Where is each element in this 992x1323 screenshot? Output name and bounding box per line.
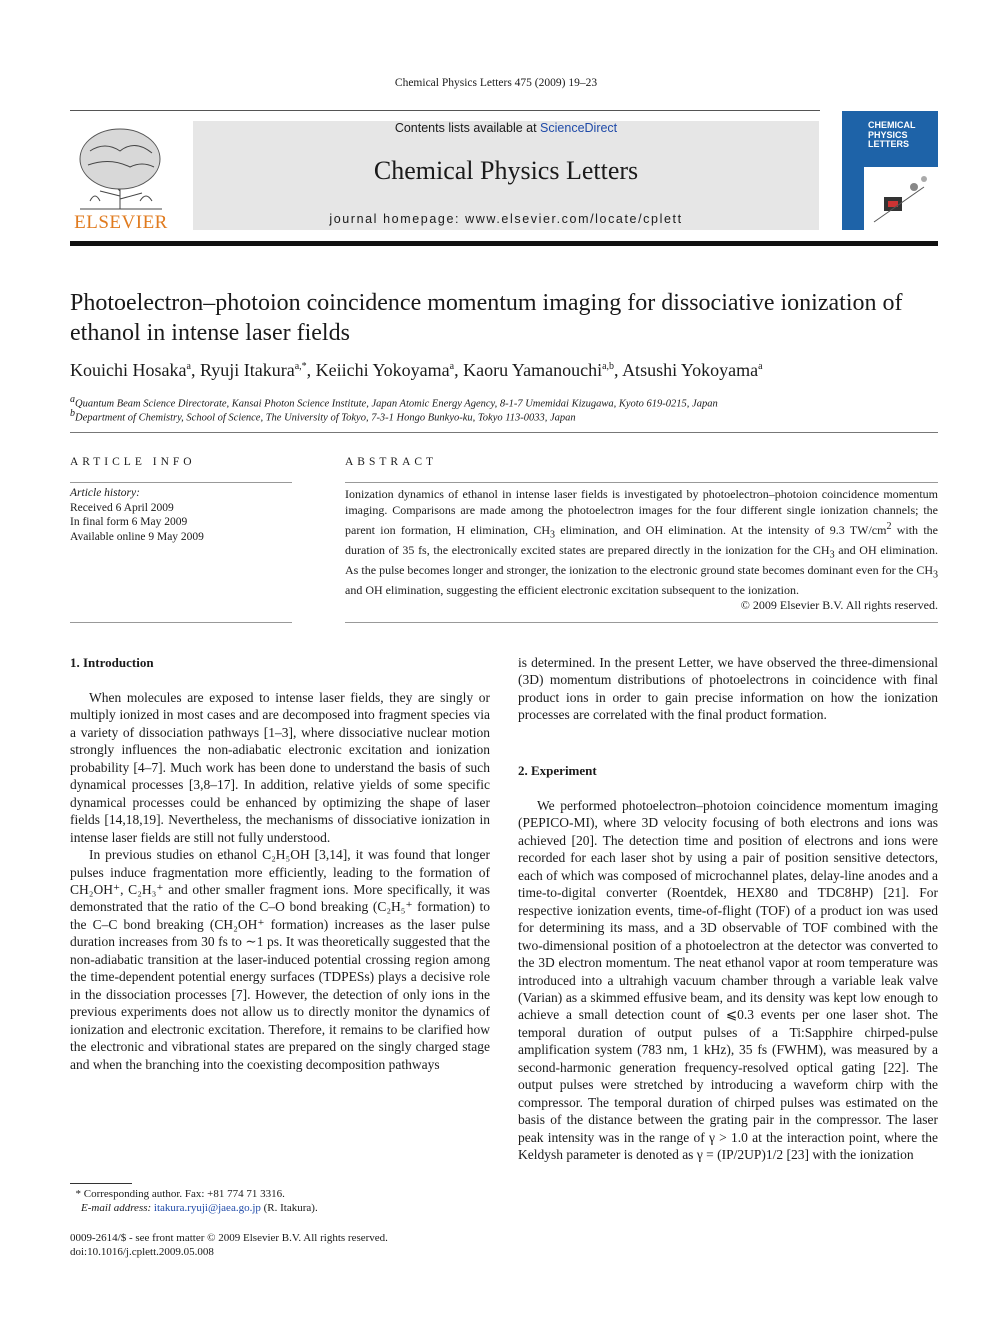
- affiliation-text: Quantum Beam Science Directorate, Kansai Photon Science Institute, Japan Atomic Energy Agency, 8-1-7 Umemidai Kizugawa, Kyoto 619-0215, Japan: [75, 398, 718, 410]
- article-info-heading: ARTICLE INFO: [70, 456, 196, 468]
- footnote-rule: [70, 1183, 132, 1184]
- journal-cover-image: [842, 111, 938, 230]
- elsevier-wordmark: ELSEVIER: [74, 212, 168, 233]
- contents-line: [193, 121, 819, 135]
- author-name[interactable]: Kaoru Yamanouchi: [463, 360, 603, 380]
- article-info-rule: [70, 482, 292, 483]
- author-affiliation-mark: a,*: [294, 361, 307, 372]
- author-list: Kouichi Hosaka$^a$, Ryuji Itakura$^{a,*}$, Keiichi Yokoyama$^a$, Kaoru Yamanouchi$^{a,b}$, Atsushi Yokoyama$^a$: [70, 360, 763, 380]
- article-history: [70, 486, 292, 544]
- paragraph: is determined. In the present Letter, we have observed the three-dimensional (3D) momentum distributions of photoelectrons in coincidence with final product ions in order to gain precise information on how the ionization processes are correlated with the final product formation.: [518, 655, 938, 723]
- received-date: Received 6 April 2009: [70, 501, 174, 514]
- affiliation-b: [70, 408, 938, 424]
- abstract-bottom-rule: [345, 622, 938, 623]
- introduction-body: [70, 689, 490, 1073]
- sciencedirect-link[interactable]: ScienceDirect: [540, 121, 618, 135]
- author-affiliation-mark: a,b: [602, 361, 615, 372]
- author-name[interactable]: Atsushi Yokoyama: [622, 360, 759, 380]
- article-info-bottom-rule: [70, 622, 292, 623]
- abstract-rule: [345, 482, 938, 483]
- section-heading-introduction: 1. Introduction: [70, 655, 154, 670]
- affiliation-mark: a: [70, 394, 75, 405]
- email-owner: (R. Itakura).: [260, 1202, 318, 1214]
- paragraph: In previous studies on ethanol C₂H₅OH [3,14], it was found that longer pulses induce fragmentation more efficiently, leading to the formation of CH₂OH⁺, C₂H₃⁺ and other smaller fragment ions. More specifically, it was demonstrated that the ratio of the C–O bond breaking (C₂H₅⁺ formation) to the C–C bond breaking (CH₂OH⁺ formation) increases as the laser pulse duration increases from 30 fs to ∼1 ps. It was theoretically suggested that the non-adiabatic transition at the laser-induced potential crossing region among the time-dependent potential energy surfaces (TDPESs) plays a decisive role in the dissociation processes [7]. However, the detection of only ions in the previous experiments does not allow us to directly monitor the dynamics of ionization and electronic excitation. Therefore, it remains to be clarified how the electronic and vibrational states are prepared on the singly charged stage and when the branching into the coexisting decomposition pathways: [70, 847, 490, 1072]
- email-label: E-mail address:: [81, 1202, 154, 1214]
- final-form-date: In final form 6 May 2009: [70, 516, 188, 528]
- affiliation-text: Department of Chemistry, School of Science, The University of Tokyo, 7-3-1 Hongo Bunkyo-ku, Tokyo 113-0033, Japan: [75, 412, 576, 424]
- experiment-body: [518, 797, 938, 1164]
- abstract-part: with the duration of 35 fs, the electronically excited states are prepared directly in the ionization for the CH: [345, 522, 938, 557]
- section-heading-experiment: 2. Experiment: [518, 763, 597, 778]
- journal-homepage[interactable]: journal homepage: www.elsevier.com/locate/cplett: [329, 212, 683, 226]
- corresponding-author: Corresponding author. Fax: +81 774 71 3316.: [83, 1188, 285, 1200]
- corresponding-author-footnote: * Corresponding author. Fax: +81 774 71 3316. E-mail address: itakura.ryuji@jaea.go.jp (R. Itakura).: [70, 1188, 318, 1214]
- abstract-part: elimination, and OH elimination. At the intensity of 9.3 TW/cm: [555, 522, 887, 537]
- header-top-rule: [70, 110, 820, 111]
- online-date: Available online 9 May 2009: [70, 530, 204, 543]
- header-thick-rule: [70, 241, 938, 246]
- article-title: Photoelectron–photoion coincidence momentum imaging for dissociative ionization of ethanol in intense laser fields: [70, 290, 903, 346]
- issn-doi-block: [70, 1231, 490, 1259]
- abstract-part: Ionization dynamics of ethanol in intense laser fields is investigated by photoelectron–photoion coincidence momentum imaging. Comparisons are made among the photoelectron images for the four different single ionization channels; the parent ion formation, H elimination, CH: [345, 487, 938, 537]
- introduction-continued: [518, 654, 938, 724]
- paragraph: We performed photoelectron–photoion coincidence momentum imaging (PEPICO-MI), where 3D velocity focusing of both electrons and ions was achieved [20]. The detection time and position of electrons and ions were recorded for each laser shot by using a pair of position sensitive detectors, each of which was composed of microchannel plates, delay-line anodes and a time-to-digital converter (Roentdek, HEX80 and TDC8HP) [21]. For respective ionization events, time-of-flight (TOF) of a product ion was used for determining its mass, and a 3D observable of TOF combined with the two-dimensional position of a photoelectron at the detector was converted to the 3D electron momentum. The neat ethanol vapor at room temperature was introduced into a ultrahigh vacuum chamber through a variable leak valve (Varian) as a skimmed effusive beam, and its density was kept low enough to achieve a small detection count of ⩽0.3 events per one laser shot. The temporal duration of output pulses of a Ti:Sapphire chirped-pulse amplification system (783 nm, 1 kHz), 35 fs (FWHM), was measured by a second-harmonic generation frequency-resolved optical gating [22]. The output pulses were stretched by introducing a waveform chirp with the compressor. The temporal duration of chirped pulses was estimated on the basis of the distance between the grating pair in the compressor. The laser peak intensity was in the range of γ > 1.0 at the interaction point, where the Keldysh parameter is denoted as γ = (IP/2UP)1/2 [23] with the ionization: [518, 798, 938, 1163]
- journal-title: Chemical Physics Letters: [373, 156, 639, 185]
- cover-title: CHEMICAL PHYSICS LETTERS: [868, 120, 916, 149]
- author-affiliation-mark: a: [758, 361, 763, 372]
- abstract-part: and OH elimination, suggesting the efficient electronic excitation subsequent to the ionization.: [345, 583, 799, 598]
- author-name[interactable]: Ryuji Itakura: [199, 360, 295, 380]
- affiliation-rule: [70, 432, 938, 433]
- contents-prefix: Contents lists available at: [394, 121, 541, 135]
- author-affiliation-mark: a: [186, 361, 191, 372]
- cover-artwork: [864, 167, 938, 230]
- abstract-part: and OH elimination. As the pulse becomes longer and stronger, the ionization to the electronic ground state becomes dominant even for the CH: [345, 542, 938, 577]
- abstract-text: Ionization dynamics of ethanol in intense laser fields is investigated by photoelectron–photoion coincidence momentum imaging. Comparisons are made among the photoelectron images for the four different single ionization channels; the parent ion formation, H elimination, $CH_3$ elimination, and OH elimination. At the intensity of 9.3 $TW/cm^2$ with the duration of 35 fs, the electronically excited states are prepared directly in the ionization for the $CH_3$ and OH elimination. As the pulse becomes longer and stronger, the ionization to the electronic ground state becomes dominant even for the $CH_3$ and OH elimination, suggesting the efficient electronic excitation subsequent to the ionization.: [345, 487, 938, 598]
- abstract-heading: ABSTRACT: [345, 456, 438, 468]
- paragraph: When molecules are exposed to intense laser fields, they are singly or multiply ionized in most cases and are decomposed into fragment species via a variety of dissociation pathways [1–3], where dissociative nuclear motion strongly influences the non-adiabatic electronic excitation and ionization probability [4–7]. Much work has been done to understand the basis of such dynamical processes [3,8–17]. In addition, relative yields of some specific dynamical processes could be enhanced by optimizing the shape of laser fields [14,18,19]. Nevertheless, the mechanisms of dissociative ionization in intense laser fields are still not fully understood.: [70, 690, 490, 845]
- issn-line: 0009-2614/$ - see front matter © 2009 Elsevier B.V. All rights reserved.: [70, 1232, 388, 1244]
- author-name[interactable]: Kouichi Hosaka: [70, 360, 187, 380]
- history-label: Article history:: [70, 487, 140, 499]
- abstract-copyright: © 2009 Elsevier B.V. All rights reserved.: [740, 598, 938, 612]
- author-affiliation-mark: a: [449, 361, 455, 372]
- author-name[interactable]: Keiichi Yokoyama: [315, 360, 450, 380]
- affiliation-mark: b: [70, 408, 75, 419]
- email-link[interactable]: itakura.ryuji@jaea.go.jp: [153, 1202, 261, 1214]
- journal-reference: Chemical Physics Letters 475 (2009) 19–23: [394, 77, 598, 89]
- doi-line[interactable]: doi:10.1016/j.cplett.2009.05.008: [70, 1246, 214, 1258]
